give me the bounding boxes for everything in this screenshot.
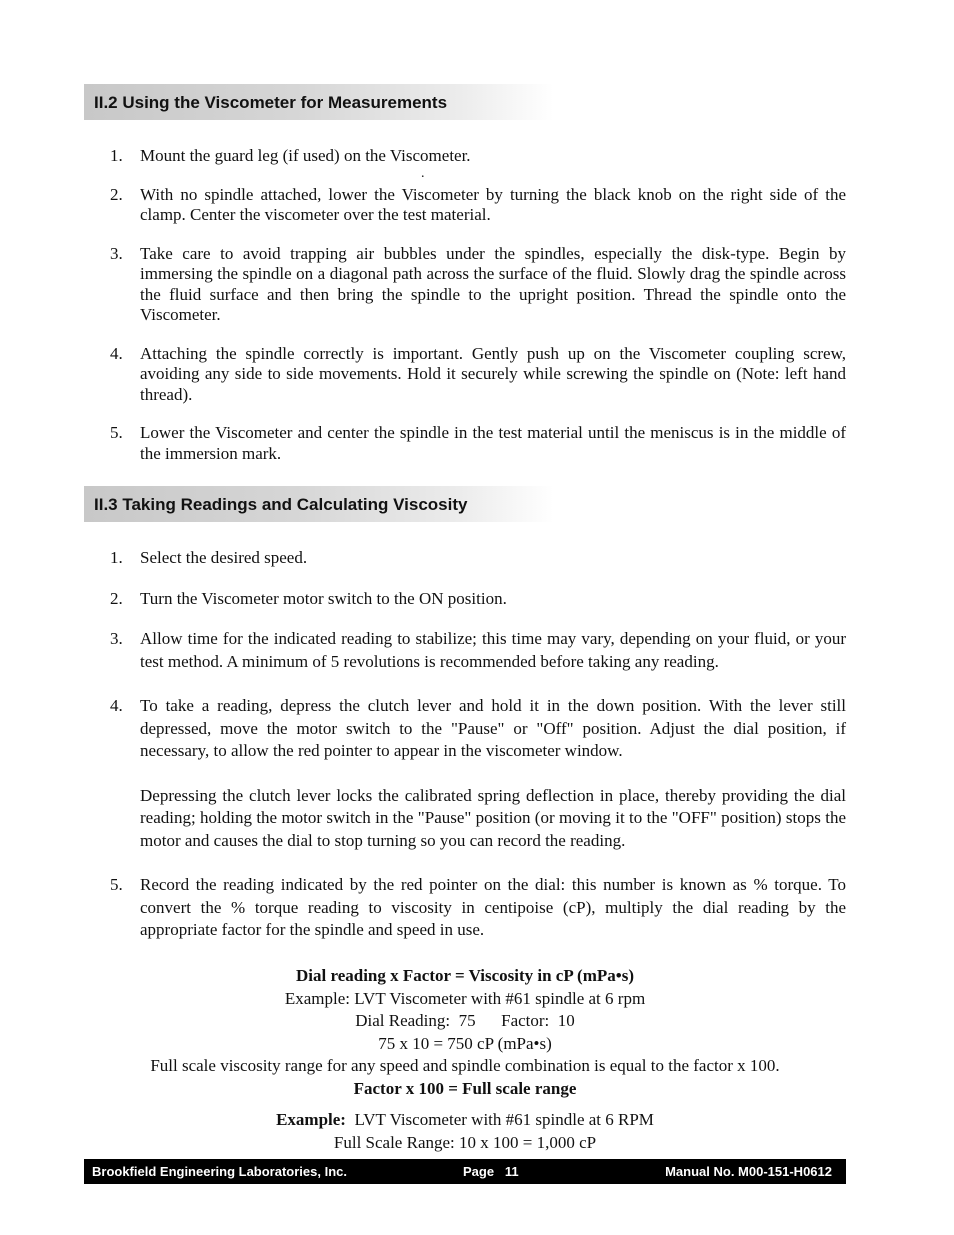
step-text: Select the desired speed. [140,548,308,567]
list-item [110,547,846,570]
formula-values: Dial Reading: 75 Factor: 10 [355,1011,575,1030]
step-number: 1. [110,548,123,567]
full-scale-note: Full scale viscosity range for any speed and spindle combination is equal to the factor x 100. [150,1056,780,1075]
example-text: LVT Viscometer with #61 spindle at 6 RPM [345,1110,654,1129]
footer-manual-number: Manual No. M00-151-H0612 [665,1164,832,1179]
step-number: 5. [110,423,123,442]
step-number: 3. [110,629,123,648]
section-title: II.2 Using the Viscometer for Measurements [94,93,448,112]
formula-result: 75 x 10 = 750 cP (mPa•s) [378,1033,552,1053]
step-text: Mount the guard leg (if used) on the Viscometer. [140,146,471,165]
step-number: 2. [110,588,123,608]
list-item [110,244,846,326]
example-label: Example: [276,1110,346,1129]
list-item [110,628,846,673]
full-scale-range: Full Scale Range: 10 x 100 = 1,000 cP [333,1132,597,1152]
list-item [110,185,846,226]
footer-company: Brookfield Engineering Laboratories, Inc. [92,1164,347,1179]
list-item [110,423,846,464]
list-item [110,874,846,942]
full-scale-example [84,1109,846,1132]
section-title: II.3 Taking Readings and Calculating Viscosity [94,495,468,514]
step-number: 1. [110,146,123,165]
step-number: 2. [110,184,123,204]
list-item [110,695,846,852]
list-item [110,146,846,167]
reading-steps [110,547,846,942]
step-text: Take care to avoid trapping air bubbles under the spindles, especially the disk-type. Begin by immersing the spindle on a diagonal path across the surface of the fluid. Slowly drag the spindle across the fluid surface and then bring the spindle to the upright position. Thread the spindle onto the Viscometer. [140,243,846,324]
footer-page-number: Page 11 [463,1164,519,1179]
step-number: 4. [110,696,123,715]
step-text: Record the reading indicated by the red pointer on the dial: this number is known as % torque. To convert the % torque reading to viscosity in centipoise (cP), multiply the dial reading by the appropriate factor for the spindle and speed in use. [140,875,846,939]
stray-mark: . [421,166,425,181]
step-number: 5. [110,875,123,894]
list-item [110,588,846,611]
list-item [110,344,846,406]
section-header-ii2 [84,84,554,120]
page-footer [84,1159,846,1184]
formula-block [84,965,846,1154]
formula-heading: Dial reading x Factor = Viscosity in cP (mPa•s) [296,966,634,985]
full-scale-formula: Factor x 100 = Full scale range [353,1078,577,1098]
step-text: Turn the Viscometer motor switch to the ON position. [140,588,507,608]
step-text: To take a reading, depress the clutch lever and hold it in the down position. With the lever still depressed, move the motor switch to the "Pause" or "Off" position. Adjust the dial position, if necessary, to allow the red pointer to appear in the viscometer window. [140,696,846,760]
step-number: 3. [110,243,123,263]
step-text: With no spindle attached, lower the Viscometer by turning the black knob on the right side of the clamp. Center the viscometer over the test material. [140,184,846,224]
step-text: Allow time for the indicated reading to stabilize; this time may vary, depending on your fluid, or your test method. A minimum of 5 revolutions is recommended before taking any reading. [140,629,846,671]
step-text-continued: Depressing the clutch lever locks the calibrated spring deflection in place, thereby providing the dial reading; holding the motor switch in the "Pause" position (or moving it to the "OFF" position) stops the motor and causes the dial to stop turning so you can record the reading. [140,785,846,850]
formula-example: Example: LVT Viscometer with #61 spindle at 6 rpm [284,988,646,1008]
step-text: Attaching the spindle correctly is important. Gently push up on the Viscometer coupling screw, avoiding any side to side movements. Hold it securely while screwing the spindle on (Note: left hand thread). [140,343,846,404]
measurement-steps [110,146,846,464]
step-text: Lower the Viscometer and center the spindle in the test material until the meniscus is in the middle of the immersion mark. [140,423,846,463]
section-header-ii3 [84,486,554,522]
step-number: 4. [110,343,123,363]
